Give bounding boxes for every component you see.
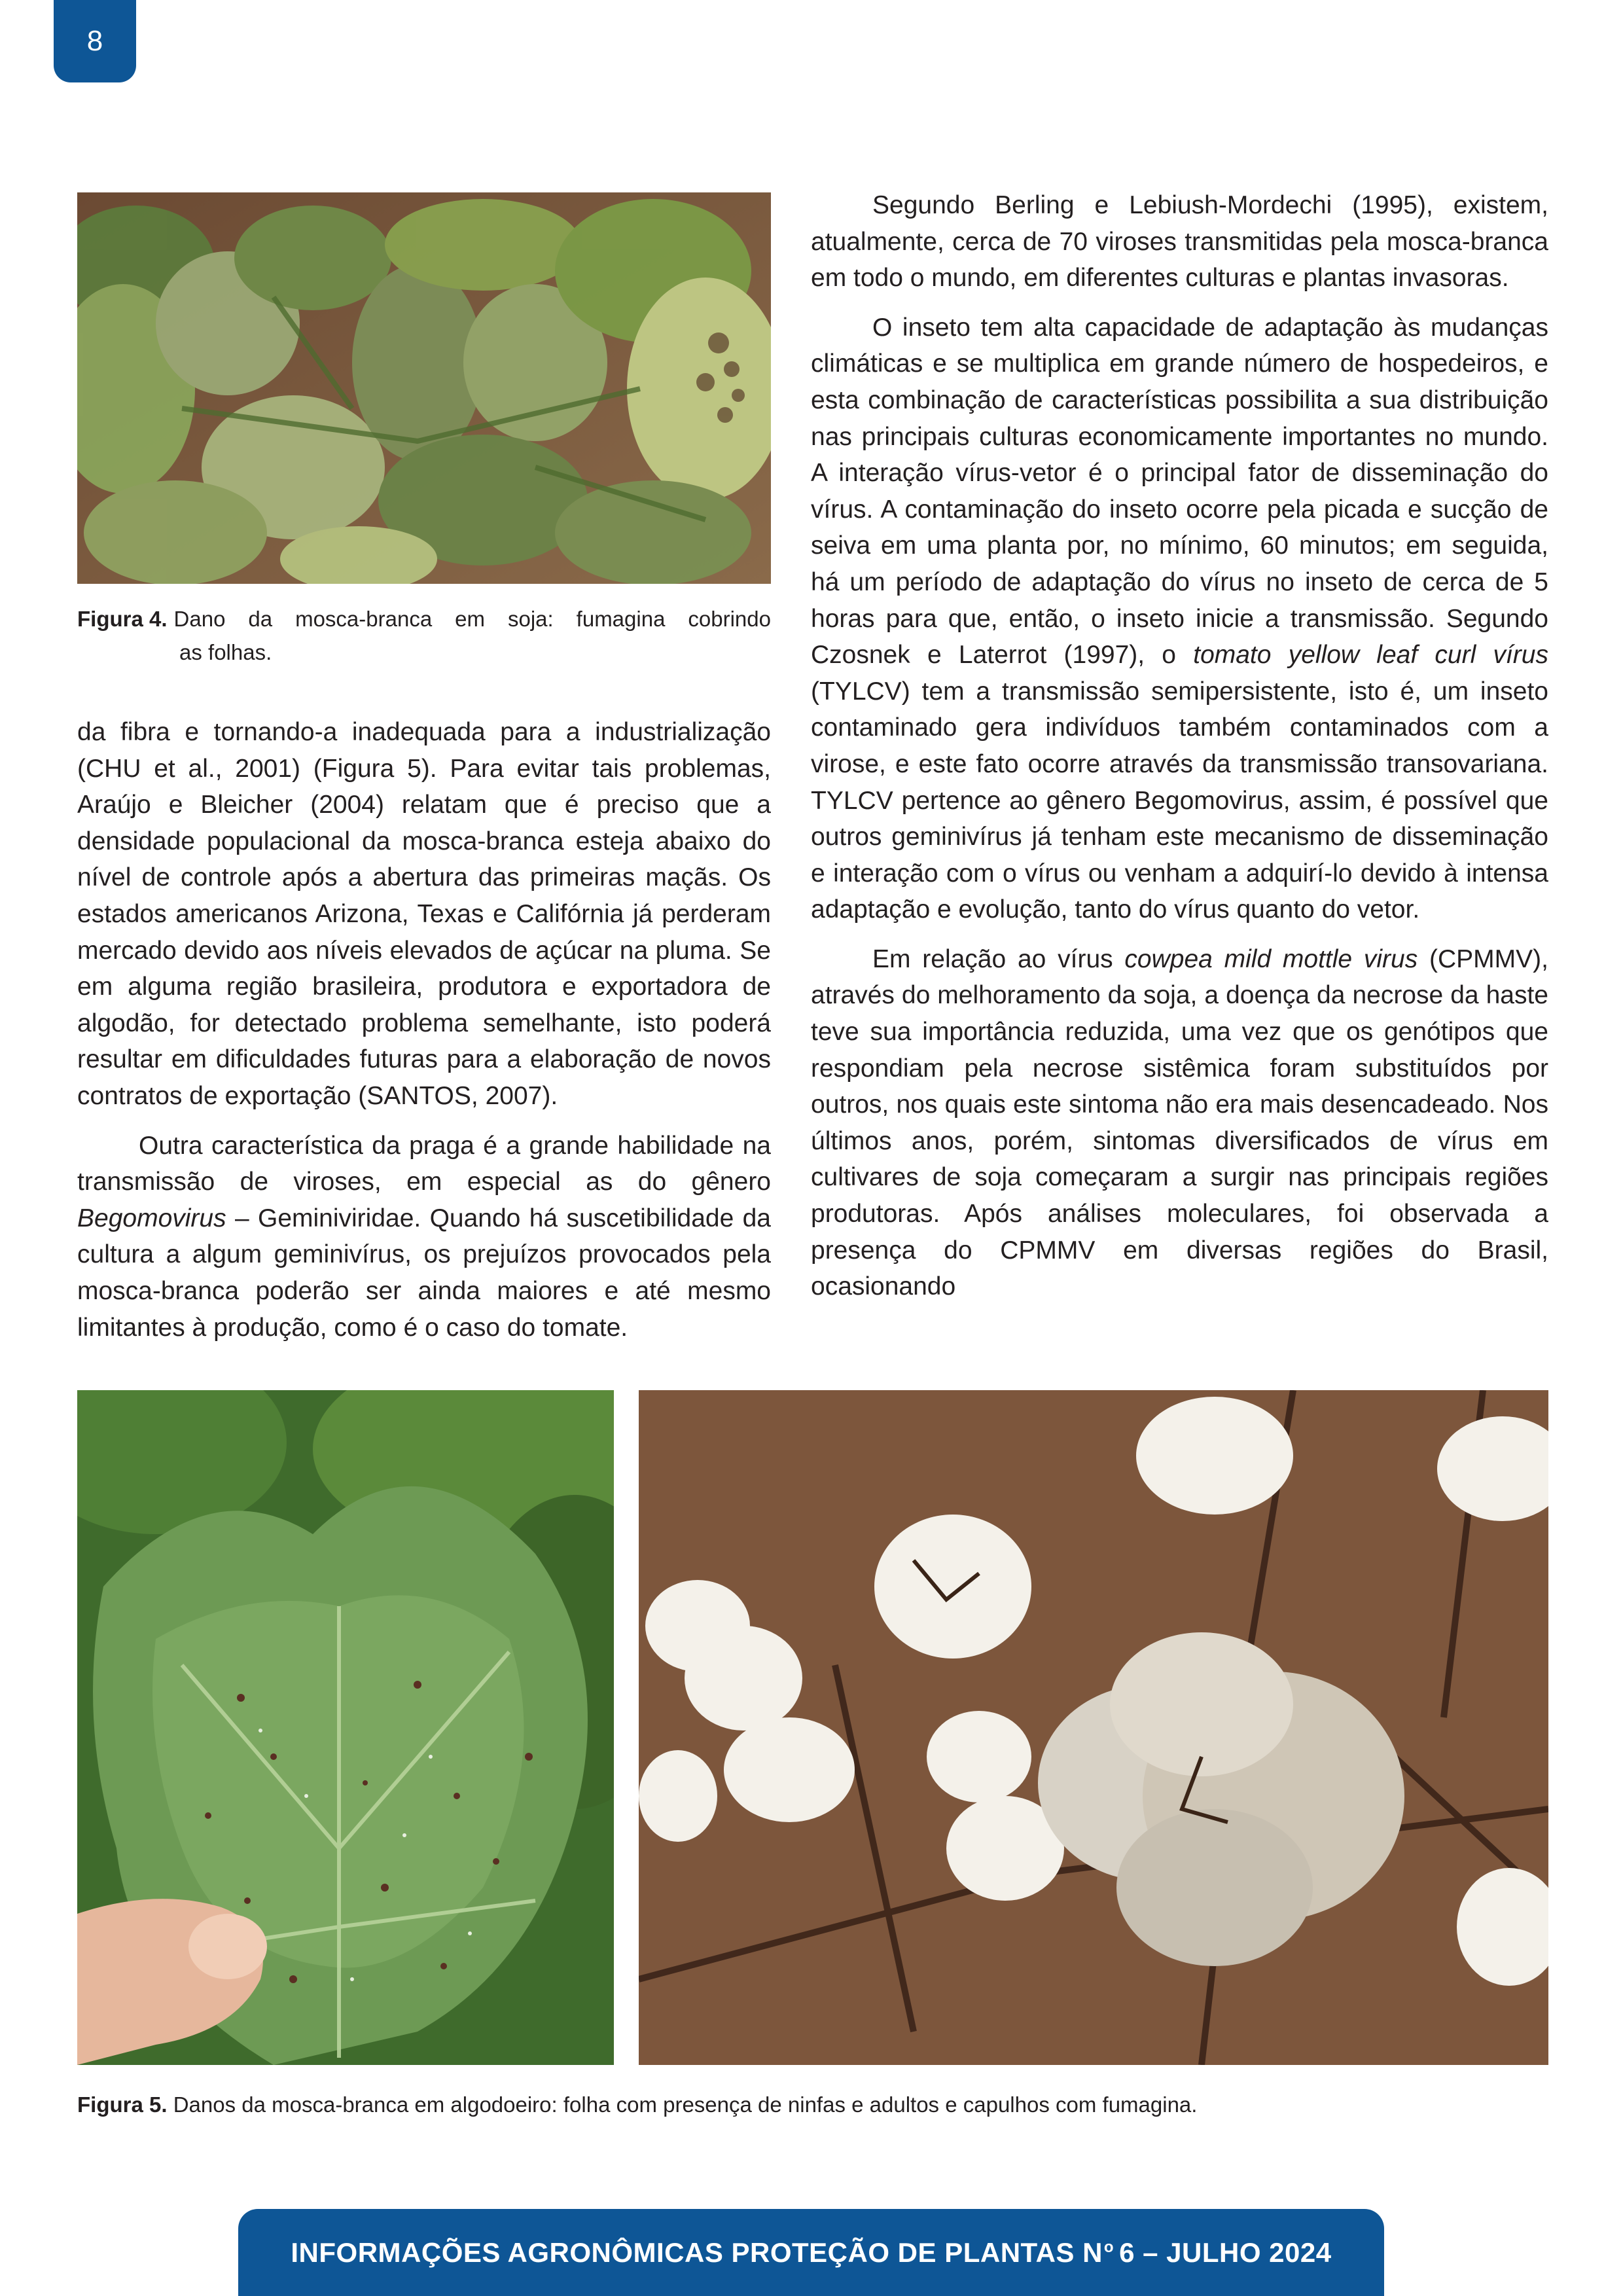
footer-title-start: INFORMAÇÕES AGRONÔMICAS PROTEÇÃO DE PLANTAS N: [291, 2236, 1103, 2268]
left-paragraph-1: da fibra e tornando-a inadequada para a industrialização (CHU et al., 2001) (Figura 5). Para evitar tais problemas, Araújo e Bleicher (2004) relatam que é preciso que a densidade populacional da mosca-branca esteja abaixo do nível de controle após a abertura das primeiras maçãs. Os estados americanos Arizona, Texas e Califórnia já perderam mercado devido aos níveis elevados de açúcar na pluma. Se em alguma região brasileira, produtora e exportadora de algodão, for detectado problema semelhante, isto poderá resultar em dificuldades futuras para a elaboração de novos contratos de exportação (SANTOS, 2007).: [77, 718, 771, 1110]
footer-issue-date: 6 – JULHO 2024: [1119, 2236, 1332, 2268]
right-paragraph-2: [811, 310, 1548, 928]
left-paragraph-2-end: – Geminiviridae. Quando há suscetibilidade da cultura a algum geminivírus, os prejuízos provocados pela mosca-branca poderão ser ainda maiores e até mesmo limitantes à produção, como é o caso do tomate.: [77, 1204, 771, 1342]
figure5-photo-cotton-bolls: [639, 1390, 1548, 2065]
figure5-photo-cotton-leaf: [77, 1390, 614, 2065]
footer-banner: [238, 2209, 1384, 2296]
left-paragraph-2: [77, 1128, 771, 1346]
cotton-bolls-image: [639, 1390, 1548, 2065]
left-paragraph-2-start: Outra característica da praga é a grande habilidade na transmissão de viroses, em especial as do gênero: [77, 1131, 771, 1196]
left-paragraph-2-italic: Begomovirus: [77, 1204, 226, 1232]
figure4-photo-soybean-leaves: [77, 192, 771, 584]
right-paragraph-3-italic: cowpea mild mottle virus: [1124, 944, 1418, 973]
cotton-leaf-image: [77, 1390, 614, 2065]
figure4-caption: [77, 602, 771, 669]
figure5-label: Figura 5.: [77, 2092, 168, 2117]
right-paragraph-3-start: Em relação ao vírus: [872, 944, 1125, 973]
footer-title: [291, 2237, 1331, 2269]
page-number-tab: [54, 0, 136, 82]
right-paragraph-3: [811, 941, 1548, 1305]
right-text-column: [811, 187, 1548, 1305]
right-paragraph-1: Segundo Berling e Lebiush-Mordechi (1995), existem, atualmente, cerca de 70 viroses transmitidas pela mosca-branca em todo o mundo, em diferentes culturas e plantas invasoras.: [811, 191, 1548, 293]
figure4-caption-line2: as folhas.: [179, 640, 272, 664]
figure4-caption-line1: [77, 602, 771, 636]
left-text-column: [77, 714, 771, 1346]
right-paragraph-2-italic: tomato yellow leaf curl vírus: [1193, 641, 1548, 670]
page-number: 8: [86, 25, 103, 57]
figure4-caption-text: Dano da mosca-branca em soja: fumagina cobrindo: [173, 607, 771, 631]
figure5-caption: [77, 2088, 1548, 2121]
figure5-caption-text: Danos da mosca-branca em algodoeiro: folha com presença de ninfas e adultos e capulhos com fumagina.: [173, 2092, 1198, 2117]
figure4-label: Figura 4.: [77, 607, 168, 631]
right-paragraph-2-end: (TYLCV) tem a transmissão semipersistente, isto é, um inseto contaminado gera indivíduos também contaminados com a virose, e este fato ocorre através da transmissão transovariana. TYLCV pertence ao gênero Begomovirus, assim, é possível que outros geminivírus já tenham este mecanismo de disseminação e interação com o vírus ou venham a adquirí-lo devido à intensa adaptação e evolução, tanto do vírus quanto do vetor.: [811, 677, 1548, 924]
footer-number-sign: o: [1103, 2238, 1115, 2256]
right-paragraph-2-start: O inseto tem alta capacidade de adaptação às mudanças climáticas e se multiplica em grande número de hospedeiros, e esta combinação de características possibilita a sua distribuição nas principais culturas economicamente importantes no mundo. A interação vírus-vetor é o principal fator de disseminação do vírus. A contaminação do inseto ocorre pela picada e sucção de seiva em uma planta por, no mínimo, 60 minutos; em seguida, há um período de adaptação do vírus no inseto de cerca de 5 horas para que, então, o inseto inicie a transmissão. Segundo Czosnek e Laterrot (1997), o: [811, 313, 1548, 670]
right-paragraph-3-end: (CPMMV), através do melhoramento da soja, a doença da necrose da haste teve sua importância reduzida, uma vez que os genótipos que respondiam pela necrose sistêmica foram substituídos por outros, nos quais este sintoma não era mais desencadeado. Nos últimos anos, porém, sintomas diversificados de vírus em cultivares de soja começaram a surgir nas principais regiões produtoras. Após análises moleculares, foi observada a presença do CPMMV em diversas regiões do Brasil, ocasionando: [811, 944, 1548, 1301]
soybean-leaves-image: [77, 192, 771, 584]
